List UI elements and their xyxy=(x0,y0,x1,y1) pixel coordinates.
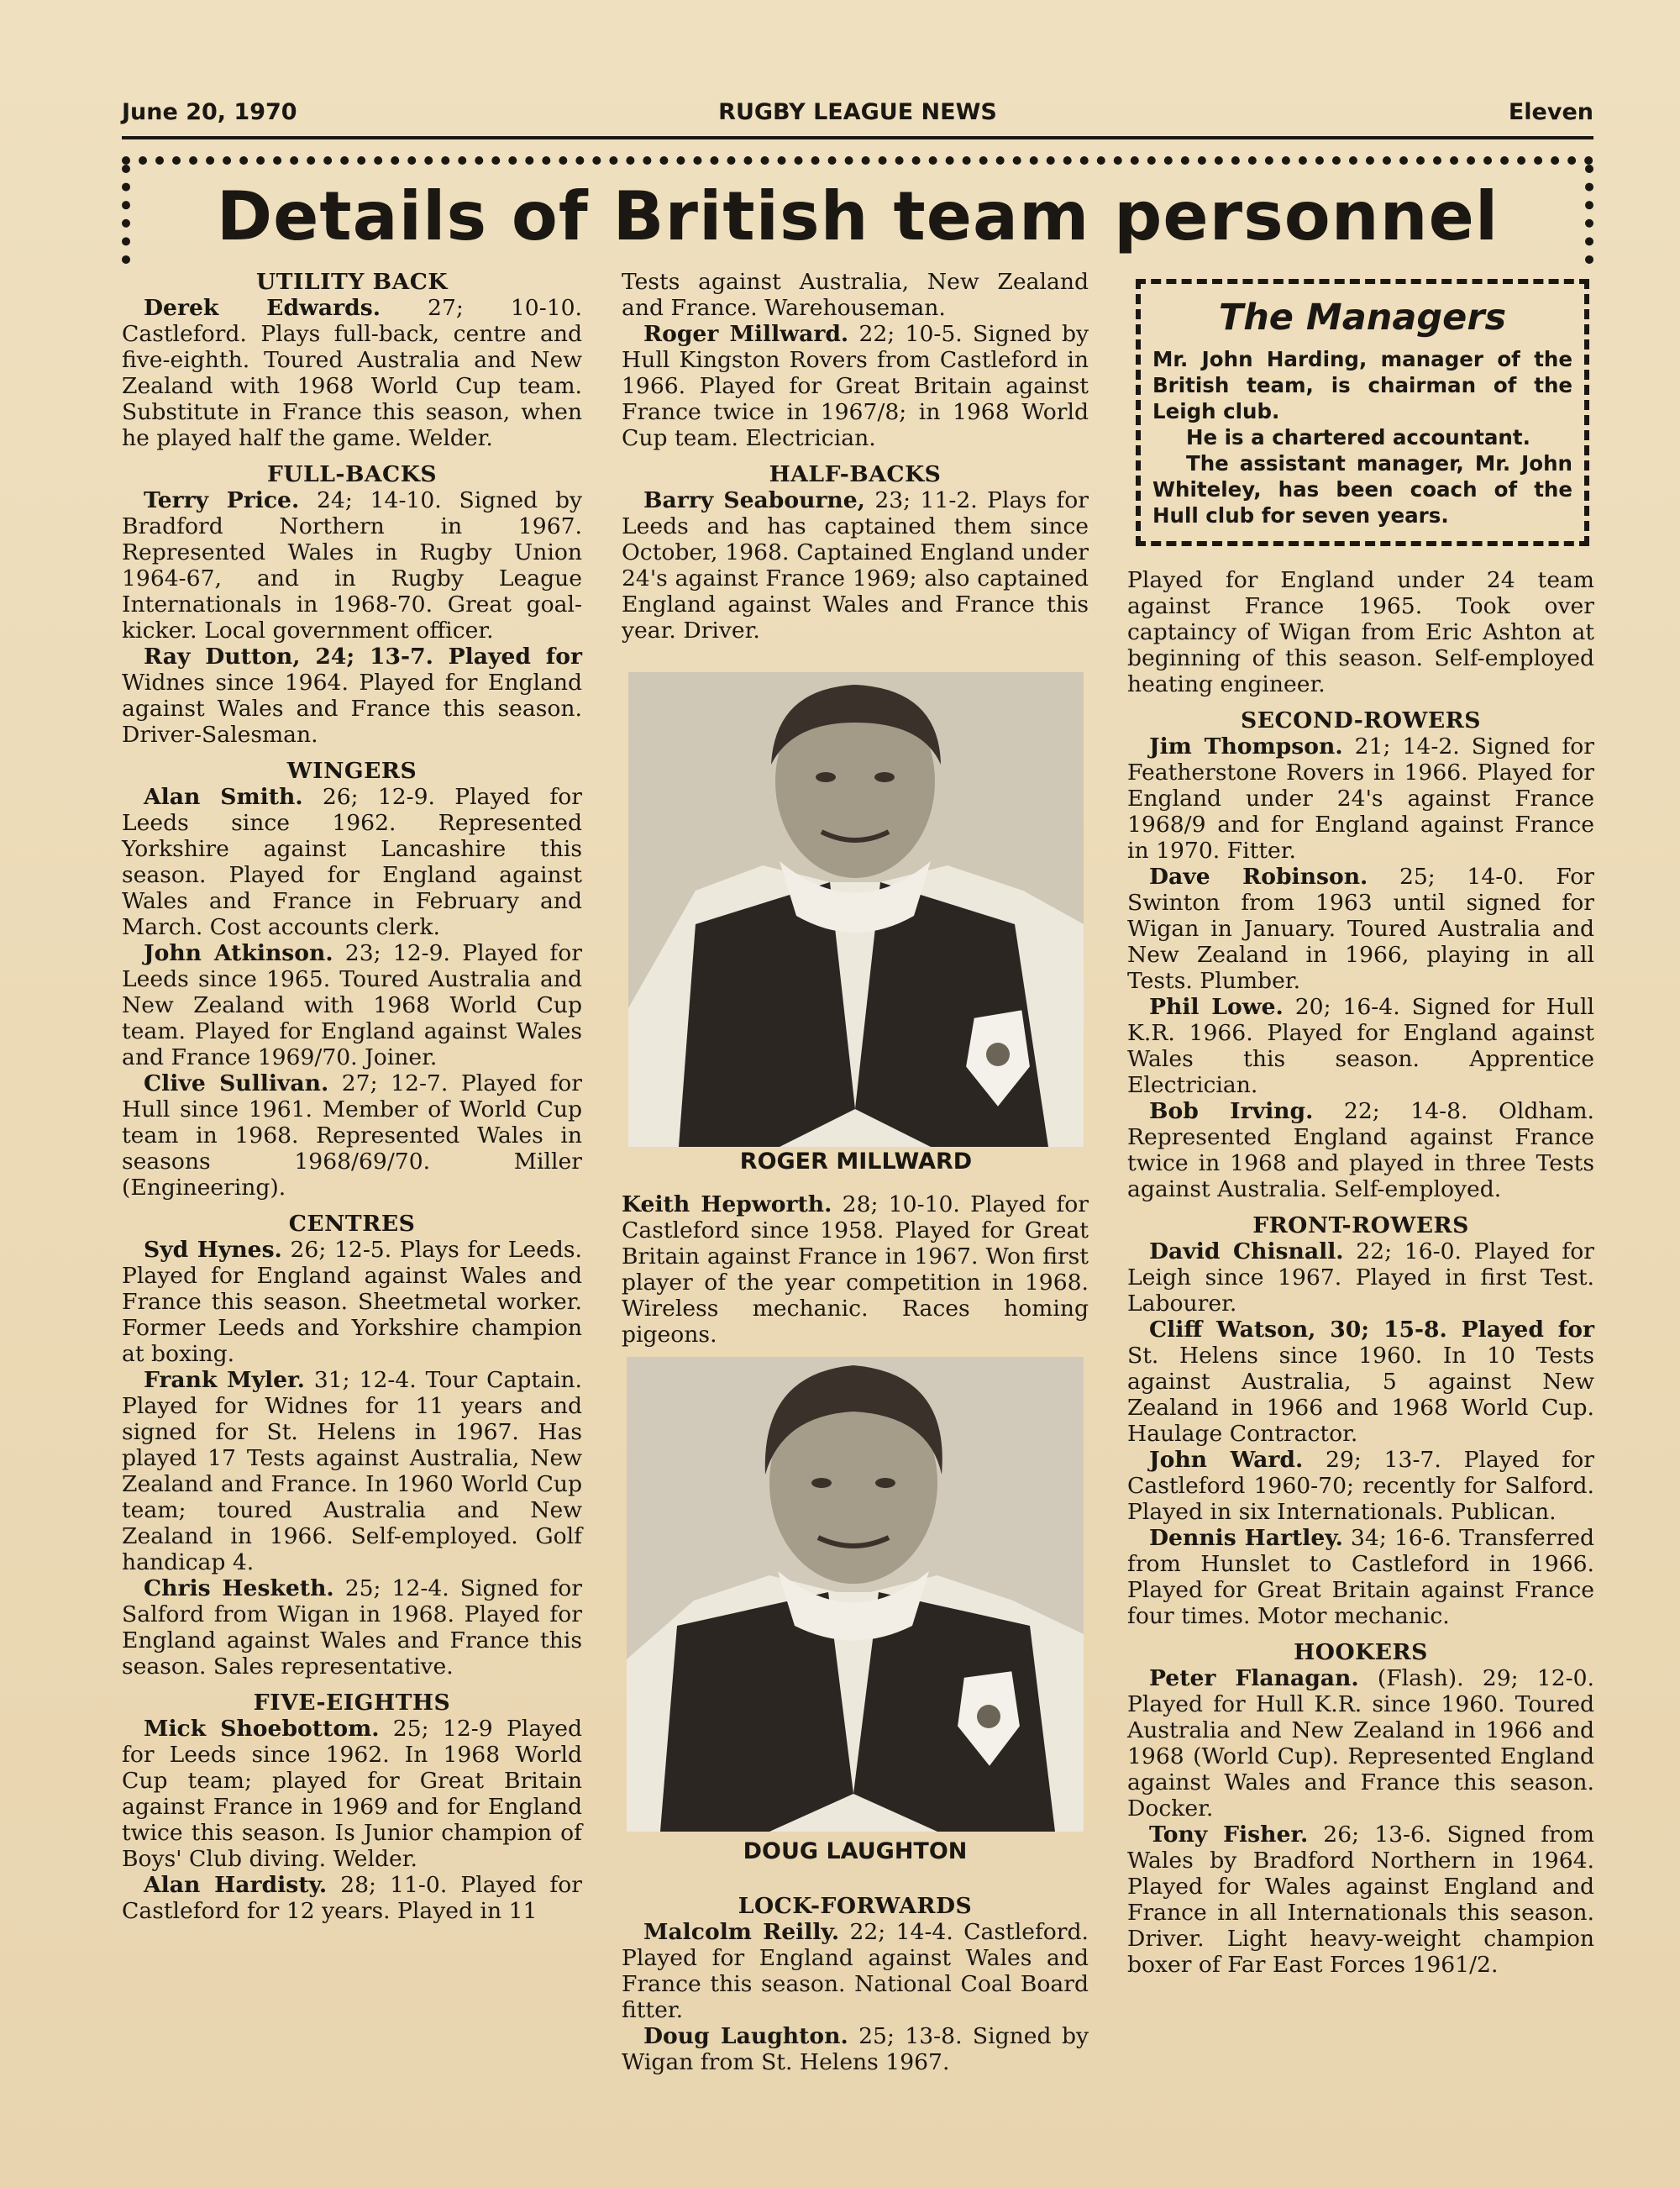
player-name: David Chisnall. xyxy=(1149,1238,1344,1264)
player-portrait-icon xyxy=(627,1357,1084,1832)
player-details: 31; 12-4. Tour Captain. Played for Widnes for 11 years and signed for St. Helens in 1967. Has played 17 Tests against Australia, New Zealand and France. In 1960 World Cup team; toured Australia and New Zealand in 1966. Self-employed. Golf handicap 4. xyxy=(122,1367,582,1575)
header-rule xyxy=(122,136,1593,139)
player-entry xyxy=(122,487,582,644)
player-name: Clive Sullivan. xyxy=(144,1070,329,1096)
column-3 xyxy=(1127,567,1594,1978)
player-name: Dave Robinson. xyxy=(1149,864,1368,890)
issue-date: June 20, 1970 xyxy=(122,99,297,125)
player-entry xyxy=(122,295,582,451)
player-name: Terry Price. xyxy=(144,487,300,513)
column-2 xyxy=(622,269,1089,644)
page-number: Eleven xyxy=(1508,99,1593,125)
player-name: Dennis Hartley. xyxy=(1149,1525,1343,1551)
player-name: Syd Hynes. xyxy=(144,1237,282,1263)
player-entry xyxy=(122,940,582,1070)
player-details: 29; 13-7. Played for Castleford 1960-70; recently for Salford. Played in six Internationals. Publican. xyxy=(1127,1447,1594,1525)
player-details: 28; 11-0. Played for Castleford for 12 years. Played in 11 xyxy=(122,1872,582,1924)
player-portrait-icon xyxy=(628,672,1084,1147)
player-name: John Atkinson. xyxy=(144,940,333,966)
managers-box xyxy=(1136,279,1589,546)
player-details: 23; 11-2. Plays for Leeds and has captained them since October, 1968. Captained England under 24's against France 1969; also captained England against Wales and France this year. Driver. xyxy=(622,487,1089,644)
player-name: Keith Hepworth. xyxy=(622,1191,832,1217)
photo-caption: ROGER MILLWARD xyxy=(739,1149,973,1175)
player-name: Jim Thompson. xyxy=(1149,733,1343,760)
player-details: 26; 13-6. Signed from Wales by Bradford Northern in 1964. Played for Wales against England and France in all Internationals this season. Driver. Light heavy-weight champion boxer of Far East Forces 1961/2. xyxy=(1127,1822,1594,1978)
player-details: 22; 14-4. Castleford. Played for England against Wales and France this season. National Coal Board fitter. xyxy=(622,1919,1089,2023)
player-photo-roger-millward xyxy=(628,672,1084,1147)
player-details: 28; 10-10. Played for Castleford since 1958. Played for Great Britain against France in 1967. Won first player of the year competition in 1968. Wireless mechanic. Races homing pigeons. xyxy=(622,1191,1089,1348)
player-entry xyxy=(122,784,582,940)
player-details: St. Helens since 1960. In 10 Tests against Australia, 5 against New Zealand in 1966 and 1968 World Cup. Haulage Contractor. xyxy=(1127,1343,1594,1447)
player-entry xyxy=(122,1070,582,1201)
player-name: Peter Flanagan. xyxy=(1149,1665,1359,1691)
section-heading: UTILITY BACK xyxy=(256,269,448,295)
player-entry xyxy=(122,644,582,748)
player-name: Bob Irving. xyxy=(1149,1098,1314,1124)
player-entry xyxy=(1127,733,1594,864)
player-entry xyxy=(122,1872,582,1924)
continued-text: Played for England under 24 team against France 1965. Took over captaincy of Wigan from Eric Ashton at beginning of this season. Self-employed heating engineer. xyxy=(1127,567,1594,697)
player-entry xyxy=(122,1575,582,1680)
player-entry xyxy=(622,487,1089,644)
player-name: Cliff Watson, 30; 15-8. Played for xyxy=(1149,1317,1594,1343)
player-details: 20; 16-4. Signed for Hull K.R. 1966. Played for England against Wales this season. Apprentice Electrician. xyxy=(1127,994,1594,1098)
player-details: 26; 12-9. Played for Leeds since 1962. Represented Yorkshire against Lancashire this season. Played for England against Wales and France in February and March. Cost accounts clerk. xyxy=(122,784,582,940)
player-entry xyxy=(622,2023,1089,2075)
photo-caption: DOUG LAUGHTON xyxy=(743,1838,968,1864)
player-details: 22; 10-5. Signed by Hull Kingston Rovers from Castleford in 1966. Played for Great Britain against France twice in 1967/8; in 1968 World Cup team. Electrician. xyxy=(622,321,1089,451)
player-name: Alan Smith. xyxy=(144,784,303,810)
player-entry xyxy=(122,1237,582,1367)
player-entry xyxy=(122,1716,582,1872)
player-entry xyxy=(1127,1447,1594,1525)
player-name: Barry Seabourne, xyxy=(643,487,865,513)
player-entry xyxy=(1127,1098,1594,1202)
column-1 xyxy=(122,269,582,1924)
player-name: Malcolm Reilly. xyxy=(643,1919,840,1945)
player-details: 25; 13-8. Signed by Wigan from St. Helens 1967. xyxy=(622,2023,1089,2075)
managers-title: The Managers xyxy=(1218,297,1507,339)
player-details: 25; 12-4. Signed for Salford from Wigan in 1968. Played for England against Wales and France this season. Sales representative. xyxy=(122,1575,582,1680)
player-details: 34; 16-6. Transferred from Hunslet to Castleford in 1966. Played for Great Britain against France four times. Motor mechanic. xyxy=(1127,1525,1594,1629)
player-name: Ray Dutton, 24; 13-7. Played for xyxy=(144,644,582,670)
player-name: Chris Hesketh. xyxy=(144,1575,334,1601)
player-name: Roger Millward. xyxy=(643,321,849,347)
player-details: 27; 10-10. Castleford. Plays full-back, centre and five-eighth. Toured Australia and New Zealand with 1968 World Cup team. Substitute in France this season, when he played half the game. Welder. xyxy=(122,295,582,451)
player-name: Phil Lowe. xyxy=(1149,994,1284,1020)
player-photo-doug-laughton xyxy=(627,1357,1084,1832)
player-entry xyxy=(1127,1822,1594,1978)
section-heading: FIVE-EIGHTHS xyxy=(253,1690,451,1716)
player-entry xyxy=(1127,994,1594,1098)
continued-text: Tests against Australia, New Zealand and France. Warehouseman. xyxy=(622,269,1089,321)
player-entry xyxy=(122,1367,582,1575)
managers-text: The assistant manager, Mr. John Whiteley, has been coach of the Hull club for seven years. xyxy=(1152,451,1572,528)
section-heading: CENTRES xyxy=(288,1211,416,1237)
section-heading: HALF-BACKS xyxy=(769,461,942,487)
section-heading: HOOKERS xyxy=(1294,1639,1428,1665)
publication-name: RUGBY LEAGUE NEWS xyxy=(718,99,997,125)
player-details: 21; 14-2. Signed for Featherstone Rovers in 1966. Played for England under 24's against France 1968/9 and for England against France in 1970. Fitter. xyxy=(1127,733,1595,864)
column-2-bottom xyxy=(622,1893,1089,2075)
player-entry xyxy=(1127,1317,1594,1447)
player-entry xyxy=(1127,1525,1594,1629)
player-details: 23; 12-9. Played for Leeds since 1965. Toured Australia and New Zealand with 1968 World Cup team. Played for England against Wales and France 1969/70. Joiner. xyxy=(122,940,582,1070)
managers-text: He is a chartered accountant. xyxy=(1186,425,1530,449)
headline: Details of British team personnel xyxy=(216,177,1499,255)
player-entry xyxy=(622,321,1089,451)
player-name: Alan Hardisty. xyxy=(144,1872,328,1898)
player-entry xyxy=(1127,1665,1594,1822)
managers-text: Mr. John Harding, manager of the British team, is chairman of the Leigh club. xyxy=(1152,347,1572,423)
player-details: 25; 14-0. For Swinton from 1963 until signed for Wigan in January. Toured Australia and New Zealand in 1966, playing in all Tests. Plumber. xyxy=(1127,864,1594,994)
player-details: 22; 14-8. Oldham. Represented England against France twice in 1968 and played in three Tests against Australia. Self-employed. xyxy=(1127,1098,1595,1202)
headline-frame xyxy=(122,156,1593,264)
section-heading: FRONT-ROWERS xyxy=(1252,1212,1469,1238)
player-details: (Flash). 29; 12-0. Played for Hull K.R. since 1960. Toured Australia and New Zealand in 1966 and 1968 (World Cup). Represented England against Wales and France this season. Docker. xyxy=(1127,1665,1594,1822)
player-name: Doug Laughton. xyxy=(643,2023,848,2049)
player-entry xyxy=(1127,1238,1594,1317)
player-details: 22; 16-0. Played for Leigh since 1967. Played in first Test. Labourer. xyxy=(1127,1238,1594,1317)
player-name: Frank Myler. xyxy=(144,1367,305,1393)
player-details: 24; 14-10. Signed by Bradford Northern in 1967. Represented Wales in Rugby Union 1964-67, and in Rugby League Internationals in 1968-70. Great goal-kicker. Local government officer. xyxy=(122,487,582,644)
player-name: Derek Edwards. xyxy=(144,295,381,321)
player-entry xyxy=(622,1919,1089,2023)
section-heading: WINGERS xyxy=(286,758,417,784)
page-header xyxy=(122,99,1593,136)
section-heading: FULL-BACKS xyxy=(266,461,438,487)
player-name: Tony Fisher. xyxy=(1149,1822,1309,1848)
player-details: 25; 12-9 Played for Leeds since 1962. In 1968 World Cup team; played for Great Britain against France in 1969 and for England twice this season. Is Junior champion of Boys' Club diving. Welder. xyxy=(122,1716,582,1872)
player-name: Mick Shoebottom. xyxy=(144,1716,380,1742)
player-details: 27; 12-7. Played for Hull since 1961. Member of World Cup team in 1968. Represented Wales in seasons 1968/69/70. Miller (Engineering). xyxy=(122,1070,582,1201)
player-name: John Ward. xyxy=(1149,1447,1304,1473)
section-heading: LOCK-FORWARDS xyxy=(738,1893,973,1919)
player-details: 26; 12-5. Plays for Leeds. Played for England against Wales and France this season. Sheetmetal worker. Former Leeds and Yorkshire champion at boxing. xyxy=(122,1237,582,1367)
player-entry xyxy=(622,1191,1089,1348)
column-2-middle xyxy=(622,1191,1089,1348)
player-details: Widnes since 1964. Played for England against Wales and France this season. Driver-Salesman. xyxy=(122,670,582,748)
section-heading: SECOND-ROWERS xyxy=(1241,707,1481,733)
player-entry xyxy=(1127,864,1594,994)
